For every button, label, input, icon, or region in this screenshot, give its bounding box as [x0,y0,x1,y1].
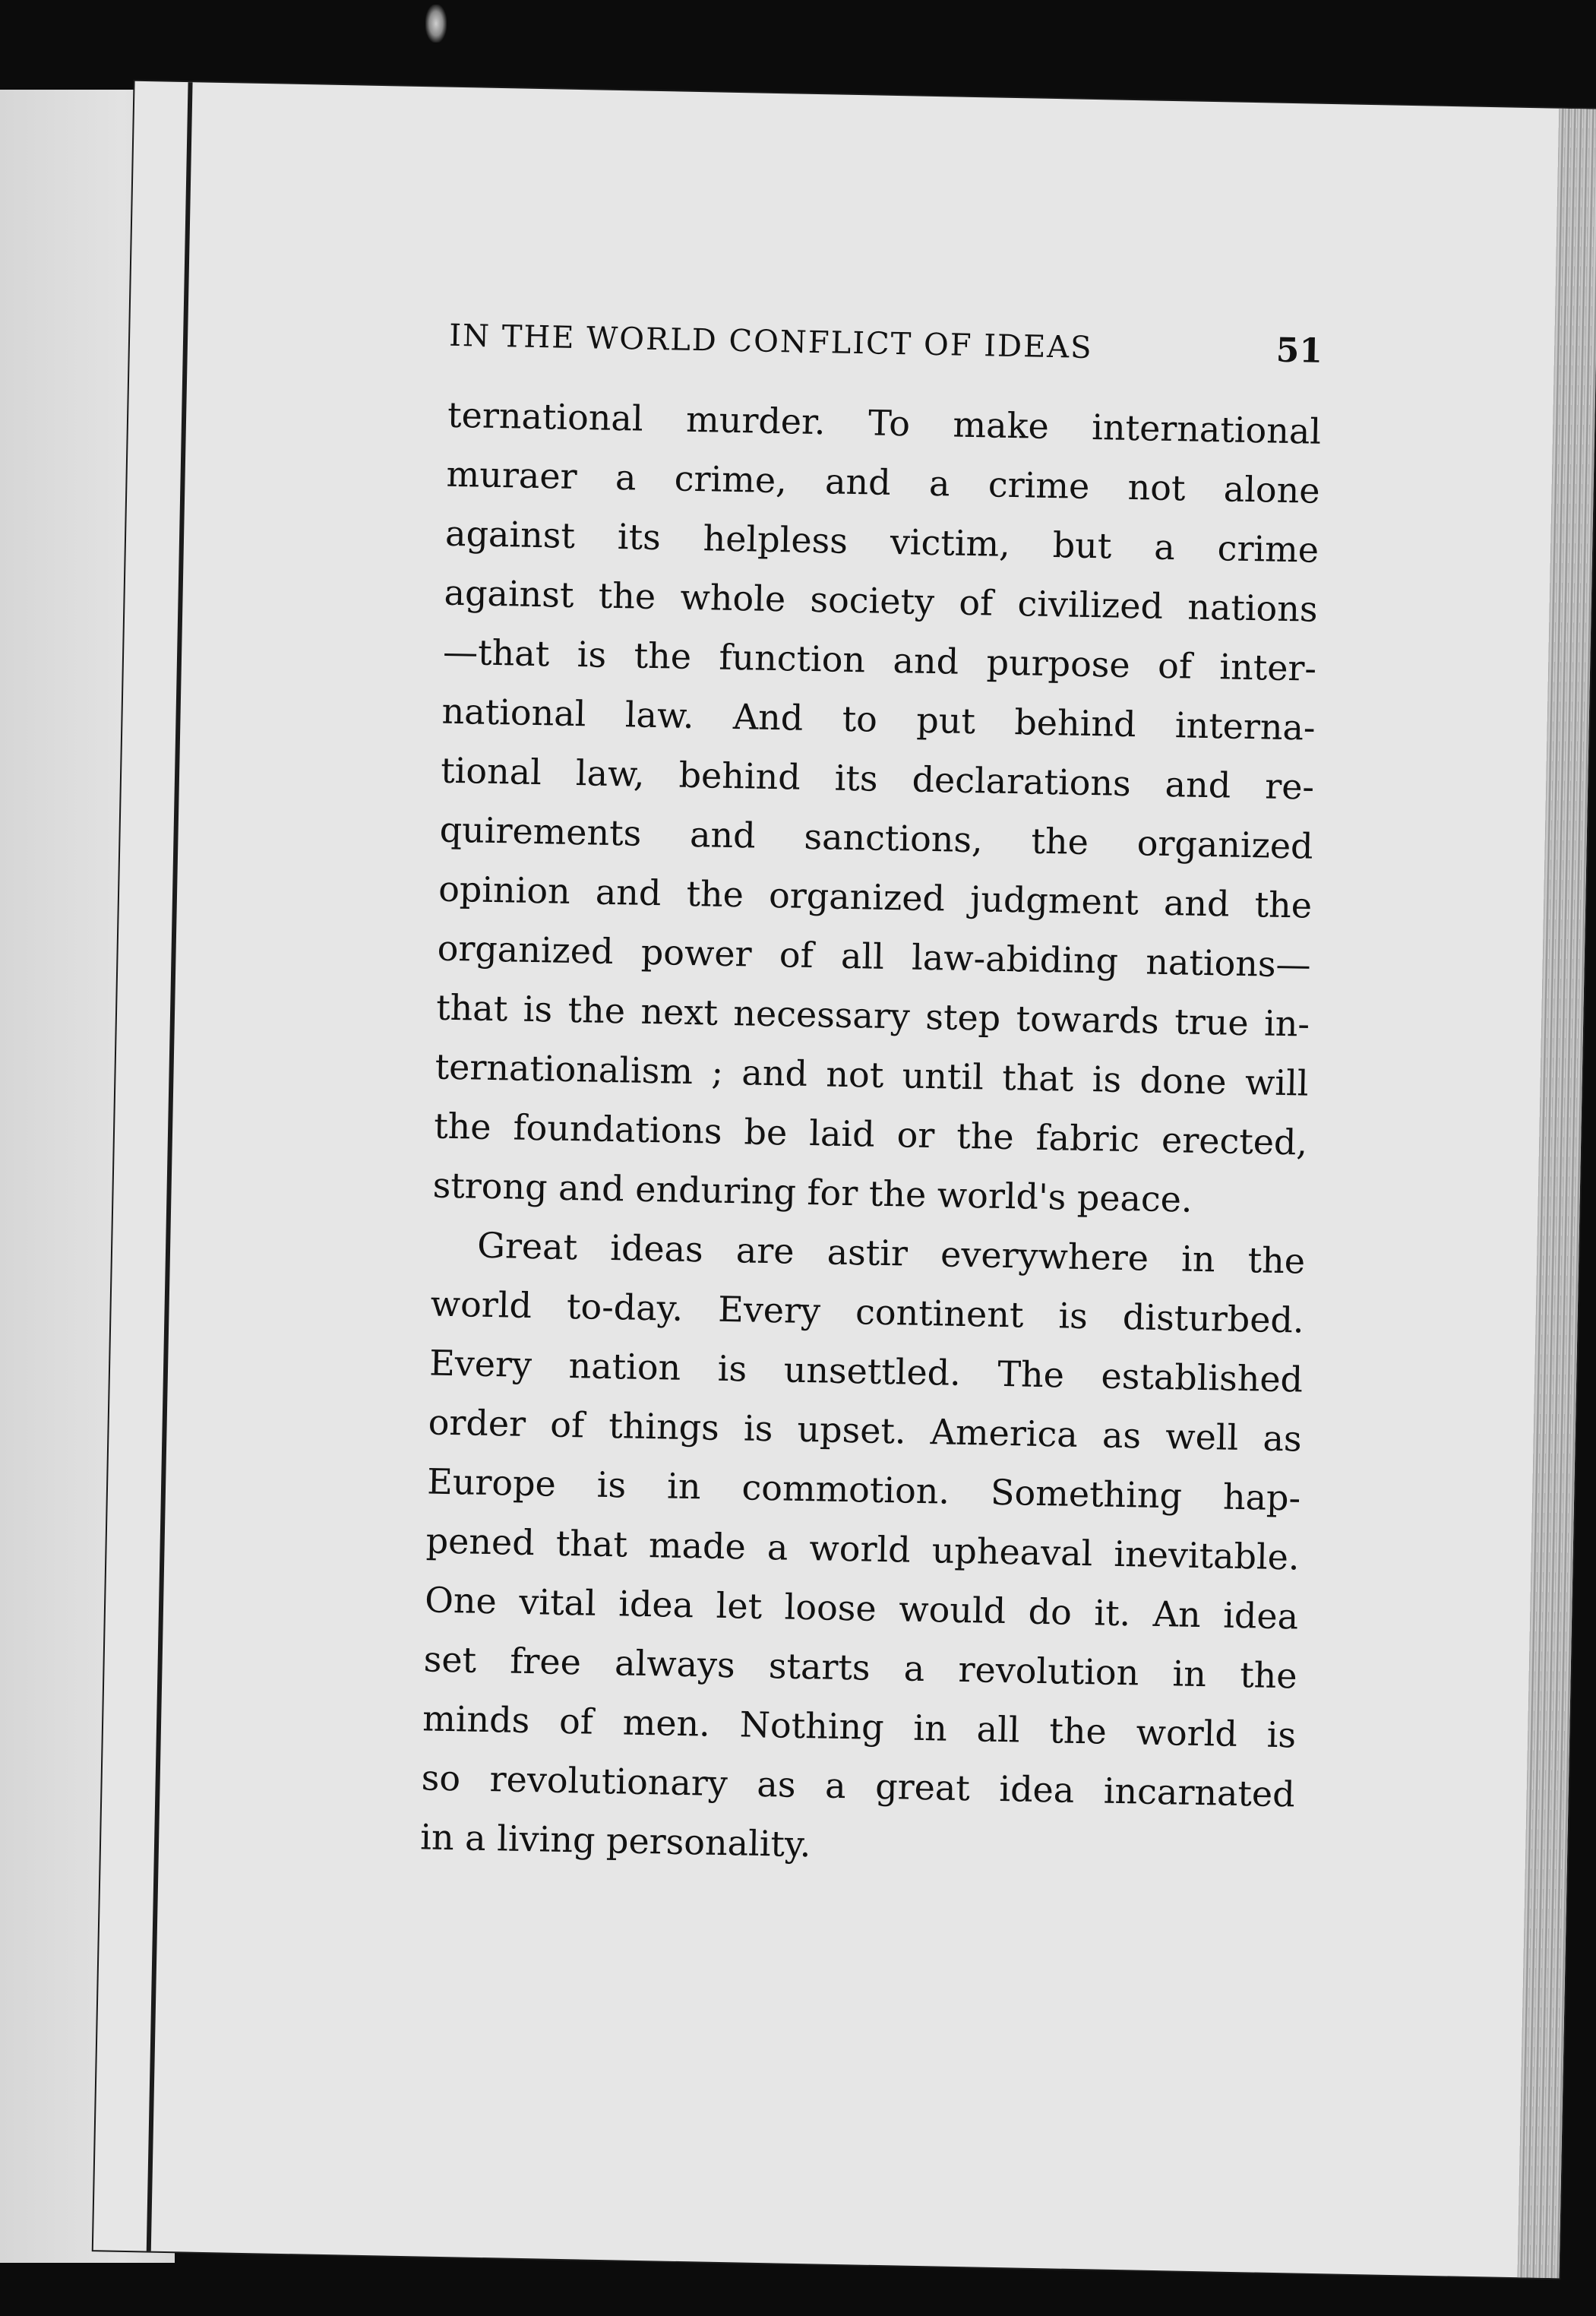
text-line: opinion and the organized judgment and the [438,868,1313,926]
paragraph-1 [432,385,1322,1232]
text-line: pened that made a world upheaval inevitable. [425,1520,1301,1578]
text-line: against the whole society of civilized nations [444,571,1319,630]
text-line: that is the next necessary step towards true in- [435,986,1310,1045]
book-page [93,81,1596,2279]
page-edge-stack [1517,109,1596,2279]
text-line: in a living personality. [419,1816,811,1865]
paragraph-2 [420,1215,1306,1884]
text-line: Great ideas are astir everywhere in the [476,1224,1306,1282]
running-head-title: IN THE WORLD CONFLICT OF IDEAS [448,318,1094,366]
text-line: organized power of all law-abiding nations— [437,927,1312,986]
text-line: tional law, behind its declarations and re- [440,749,1315,808]
text-line: strong and enduring for the world's peace. [432,1164,1193,1220]
text-line: national law. And to put behind interna- [441,690,1316,748]
text-line: Every nation is unsettled. The established [428,1342,1304,1400]
text-line: world to-day. Every continent is disturbed. [430,1283,1305,1341]
text-line: —that is the function and purpose of inter- [442,631,1317,689]
text-line: ternational murder. To make international [447,394,1322,452]
text-line: muraer a crime, and a crime not alone [446,453,1321,511]
page-gutter-line [147,82,193,2251]
text-line: ternationalism ; and not until that is done will [435,1046,1310,1104]
text-line: Europe is in commotion. Something hap- [426,1460,1301,1519]
page-number: 51 [1275,331,1323,371]
text-line: set free always starts a revolution in the [423,1638,1298,1697]
text-line: against its helpless victim, but a crime [444,512,1319,571]
text-line: minds of men. Nothing in all the world is [422,1697,1297,1756]
text-line: the foundations be laid or the fabric erected, [433,1105,1308,1163]
text-line: quirements and sanctions, the organized [439,808,1314,867]
text-line: order of things is upset. America as well as [428,1401,1303,1460]
running-head [448,315,1323,385]
text-line: so revolutionary as a great idea incarnated [421,1757,1296,1815]
page-text-block [420,315,1323,1884]
scan-smudge [425,5,447,43]
text-line: One vital idea let loose would do it. An idea [424,1579,1299,1637]
